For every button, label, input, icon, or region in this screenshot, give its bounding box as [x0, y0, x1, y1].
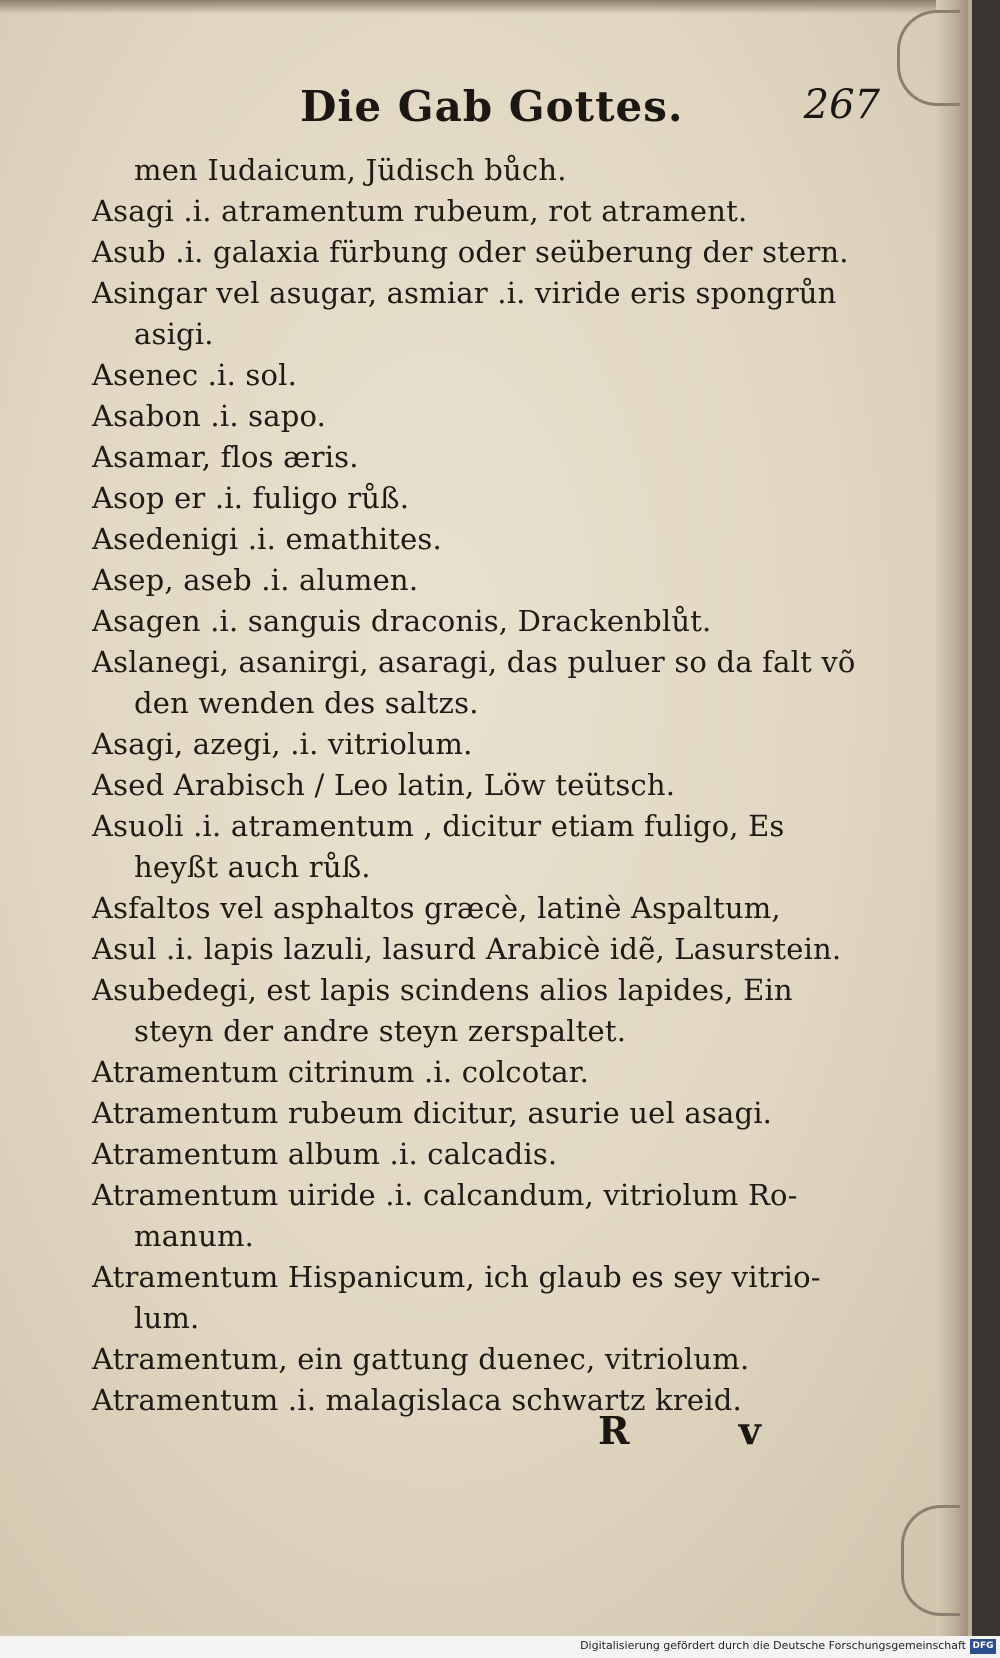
entry-line: Asedenigi .i. emathites.	[92, 522, 442, 556]
entry-line: Asubedegi, est lapis scindens alios lapides, Ein	[92, 973, 793, 1007]
entry-line: lum.	[134, 1301, 200, 1335]
entry-line: Asub .i. galaxia fürbung oder seüberung der stern.	[92, 235, 849, 269]
entry-line: Asep, aseb .i. alumen.	[92, 563, 419, 597]
entry-line: Atramentum citrinum .i. colcotar.	[92, 1055, 590, 1089]
glossary-entries	[92, 150, 892, 1421]
entry-line: Asop er .i. fuligo růß.	[92, 481, 410, 515]
entry-line: Atramentum uiride .i. calcandum, vitriolum Ro-	[92, 1178, 798, 1212]
digitization-footer	[0, 1636, 1000, 1658]
page-top-shadow	[0, 0, 968, 14]
entry-line: Atramentum rubeum dicitur, asurie uel asagi.	[92, 1096, 773, 1130]
entry-line: Asfaltos vel asphaltos græcè, latinè Aspaltum,	[92, 891, 781, 925]
entry-line: Asagi, azegi, .i. vitriolum.	[92, 727, 473, 761]
entry-line: asigi.	[134, 317, 214, 351]
entry-line: Asagi .i. atramentum rubeum, rot atrament.	[92, 194, 748, 228]
entry-line: Atramentum album .i. calcadis.	[92, 1137, 558, 1171]
clip-bottom-outline	[901, 1505, 960, 1616]
page-edge	[936, 0, 968, 1636]
entry-line: Asuoli .i. atramentum , dicitur etiam fuligo, Es	[92, 809, 785, 843]
entry-line: men Iudaicum, Jüdisch bůch.	[134, 153, 567, 187]
page-number: 267	[803, 82, 880, 128]
page-header	[300, 82, 880, 132]
entry-line: Atramentum Hispanicum, ich glaub es sey vitrio-	[92, 1260, 821, 1294]
entry-line: Asabon .i. sapo.	[92, 399, 327, 433]
entry-line: Atramentum, ein gattung duenec, vitriolum.	[92, 1342, 750, 1376]
entry-line: Asamar, flos æris.	[92, 440, 359, 474]
entry-line: heyßt auch růß.	[134, 850, 371, 884]
entry-line: Asul .i. lapis lazuli, lasurd Arabicè idẽ, Lasurstein.	[92, 932, 842, 966]
entry-line: Asingar vel asugar, asmiar .i. viride eris spongrůn	[92, 276, 837, 310]
clip-top-outline	[897, 10, 960, 106]
entry-line: manum.	[134, 1219, 255, 1253]
footer-credit: Digitalisierung gefördert durch die Deutsche Forschungsgemeinschaft	[580, 1639, 966, 1652]
signature-mark: R v	[598, 1408, 809, 1453]
entry-line: steyn der andre steyn zerspaltet.	[134, 1014, 627, 1048]
dfg-logo: DFG	[970, 1639, 996, 1654]
entry-line: den wenden des saltzs.	[134, 686, 479, 720]
running-title: Die Gab Gottes.	[300, 82, 684, 131]
entry-line: Aslanegi, asanirgi, asaragi, das puluer so da falt võ	[92, 645, 856, 679]
entry-line: Asagen .i. sanguis draconis, Drackenblůt.	[92, 604, 712, 638]
entry-line: Atramentum .i. malagislaca schwartz kreid.	[92, 1383, 742, 1417]
entry-line: Asenec .i. sol.	[92, 358, 298, 392]
entry-line: Ased Arabisch / Leo latin, Löw teütsch.	[92, 768, 676, 802]
